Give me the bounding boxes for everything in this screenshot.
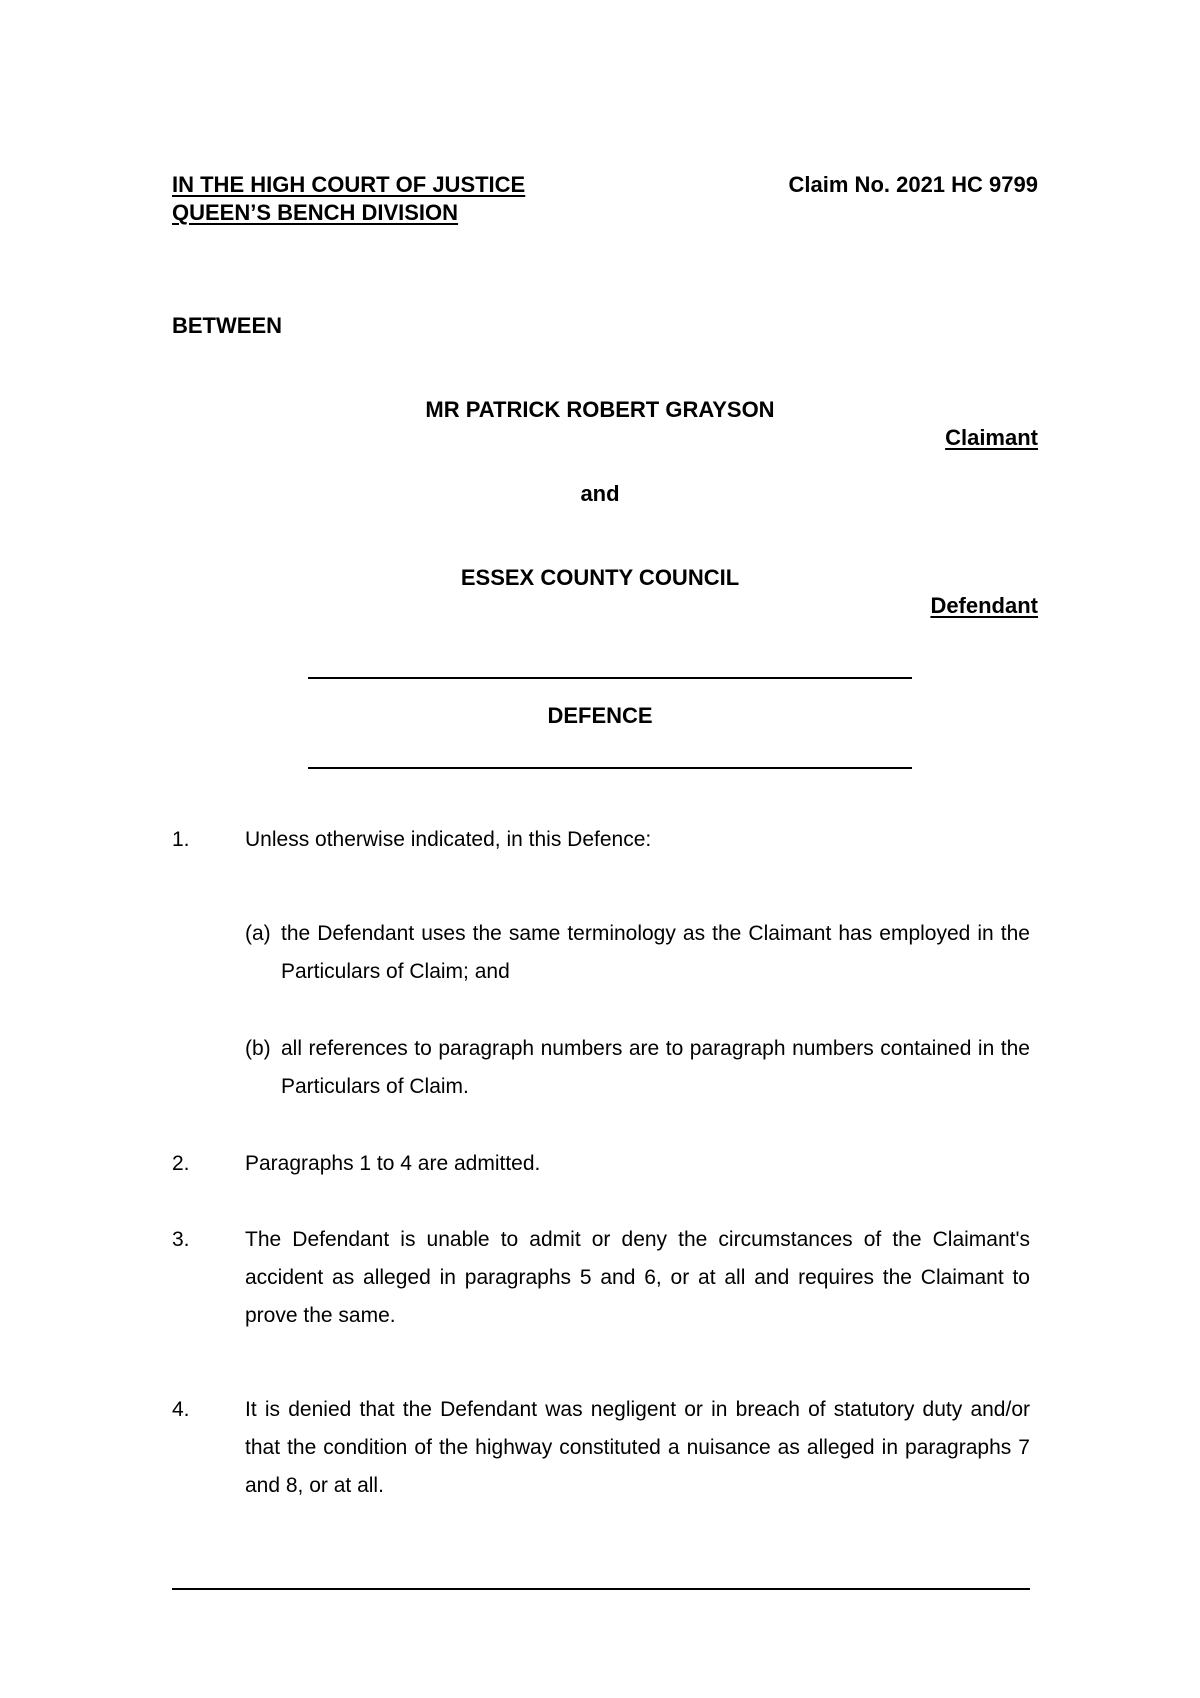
paragraph-number: 1. xyxy=(172,828,190,851)
paragraph-text: The Defendant is unable to admit or deny the circumstances of the Claimant's accident as alleged in paragraphs 5 and 6, or at all and requires the Claimant to prove the same. xyxy=(245,1228,1030,1327)
defendant-name: ESSEX COUNTY COUNCIL xyxy=(460,565,740,590)
subparagraph-text: the Defendant uses the same terminology as the Claimant has employed in the Particulars of Claim; and xyxy=(281,922,1030,983)
claimant-name: MR PATRICK ROBERT GRAYSON xyxy=(425,397,775,422)
paragraph-number: 2. xyxy=(172,1152,190,1175)
paragraph-text: It is denied that the Defendant was negligent or in breach of statutory duty and/or that the condition of the highway constituted a nuisance as alleged in paragraphs 7 and 8, or at all. xyxy=(245,1398,1030,1497)
subparagraph-label: (a) xyxy=(245,922,271,945)
paragraph-text: Paragraphs 1 to 4 are admitted. xyxy=(245,1152,541,1175)
title-rule-bottom xyxy=(308,767,912,769)
paragraph-text: Unless otherwise indicated, in this Defence: xyxy=(245,828,652,851)
and-label: and xyxy=(580,481,620,506)
subparagraph-text: all references to paragraph numbers are to paragraph numbers contained in the Particulars of Claim. xyxy=(281,1037,1030,1098)
court-division: QUEEN’S BENCH DIVISION xyxy=(172,200,459,225)
document-title: DEFENCE xyxy=(547,703,653,728)
subparagraph-label: (b) xyxy=(245,1037,271,1060)
footer-rule xyxy=(172,1588,1030,1590)
court-name: IN THE HIGH COURT OF JUSTICE xyxy=(172,172,526,197)
between-label: BETWEEN xyxy=(172,313,282,338)
title-rule-top xyxy=(308,677,912,679)
paragraph-number: 3. xyxy=(172,1228,190,1251)
paragraph-number: 4. xyxy=(172,1398,190,1421)
claimant-role: Claimant xyxy=(945,425,1038,450)
defendant-role: Defendant xyxy=(930,593,1038,618)
claim-number: Claim No. 2021 HC 9799 xyxy=(788,172,1038,197)
